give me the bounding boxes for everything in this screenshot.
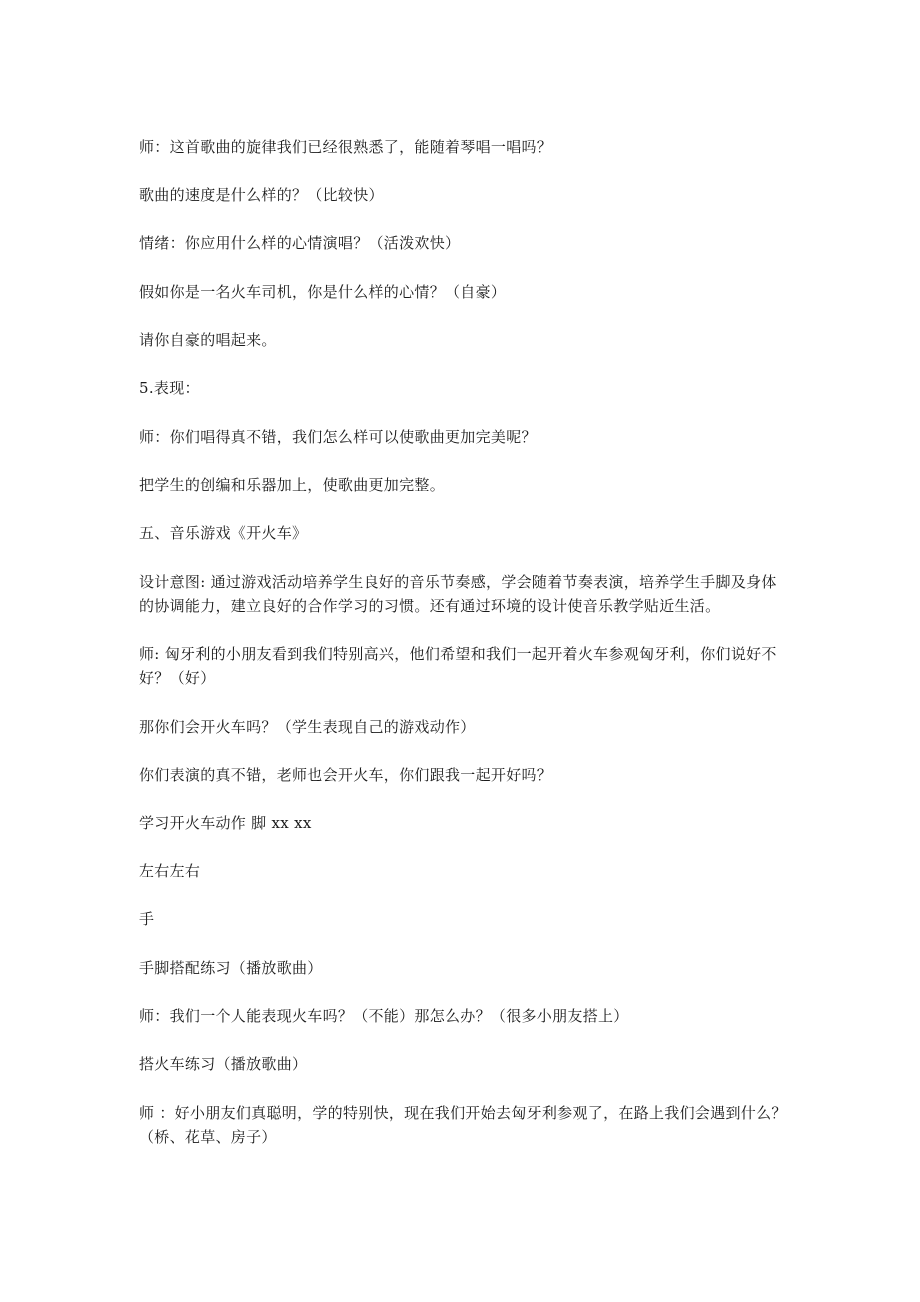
paragraph-hand: 手 <box>139 910 155 928</box>
section-heading-performance: 5.表现： <box>139 379 200 397</box>
paragraph-sing-proudly: 请你自豪的唱起来。 <box>139 331 277 349</box>
paragraph-visit-hungary: 师 ：好小朋友们真聪明，学的特别快，现在我们开始去匈牙利参观了，在路上我们会遇到什么？（桥、花草、房子） <box>139 1104 787 1146</box>
paragraph-teacher-drives-train: 你们表演的真不错，老师也会开火车，你们跟我一起开好吗？ <box>139 766 553 784</box>
paragraph-emotion: 情绪：你应用什么样的心情演唱？（活泼欢快） <box>139 234 461 252</box>
paragraph-teacher-praise: 师：你们唱得真不错，我们怎么样可以使歌曲更加完美呢？ <box>139 428 537 446</box>
paragraph-hungary-friends: 师: 匈牙利的小朋友看到我们特别高兴，他们希望和我们一起开着火车参观匈牙利，你们说好不好？（好） <box>139 645 777 687</box>
paragraph-design-intent: 设计意图: 通过游戏活动培养学生良好的音乐节奏感，学会随着节奏表演，培养学生手脚及身体的协调能力，建立良好的合作学习的习惯。还有通过环境的设计使音乐教学贴近生活。 <box>139 573 777 615</box>
paragraph-hand-foot-practice: 手脚搭配练习（播放歌曲） <box>139 959 323 977</box>
paragraph-can-you-drive-train: 那你们会开火车吗？（学生表现自己的游戏动作） <box>139 718 476 736</box>
paragraph-teacher-sing-along: 师：这首歌曲的旋律我们已经很熟悉了，能随着琴唱一唱吗？ <box>139 138 553 156</box>
paragraph-train-driver: 假如你是一名火车司机，你是什么样的心情？（自豪） <box>139 283 507 301</box>
paragraph-learn-train-action: 学习开火车动作 脚 xx xx <box>139 814 312 832</box>
paragraph-add-instruments: 把学生的创编和乐器加上，使歌曲更加完整。 <box>139 476 446 494</box>
paragraph-one-person-train: 师：我们一个人能表现火车吗？（不能）那怎么办？（很多小朋友搭上） <box>139 1007 629 1025</box>
paragraph-song-speed: 歌曲的速度是什么样的？（比较快） <box>139 186 384 204</box>
section-heading-music-game: 五、音乐游戏《开火车》 <box>139 524 308 542</box>
paragraph-train-practice: 搭火车练习（播放歌曲） <box>139 1055 308 1073</box>
paragraph-left-right: 左右左右 <box>139 862 201 880</box>
